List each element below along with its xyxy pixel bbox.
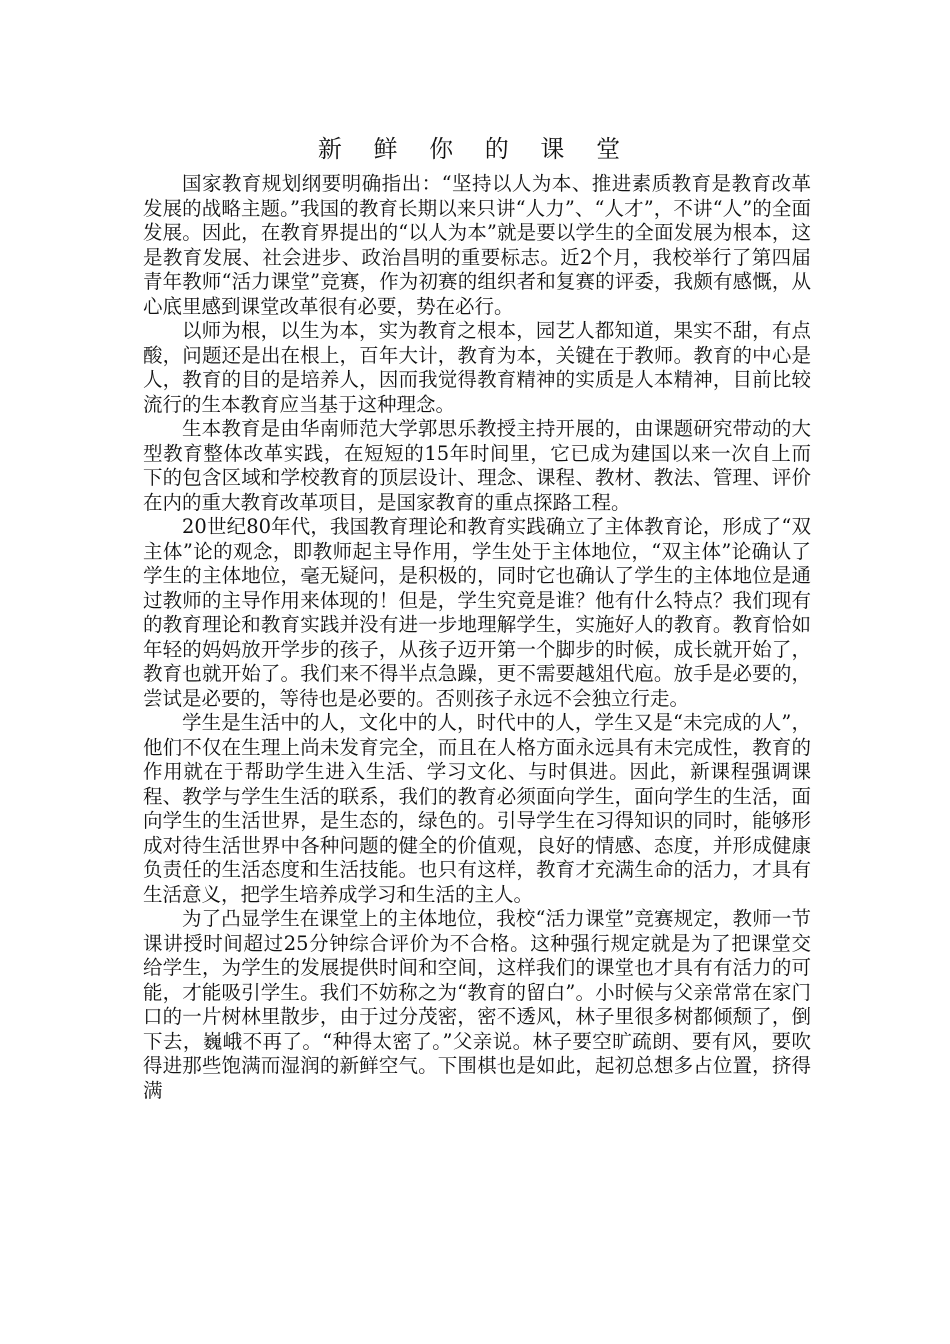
paragraph: 生本教育是由华南师范大学郭思乐教授主持开展的，由课题研究带动的大型教育整体改革实践，在短短的15年时间里，它已成为建国以来一次自上而下的包含区域和学校教育的顶层设计、理念、课程、教材、教法、管理、评价在内的重大教育改革项目，是国家教育的重点探路工程。 bbox=[143, 417, 811, 514]
paragraph: 学生是生活中的人，文化中的人，时代中的人，学生又是“未完成的人”，他们不仅在生理上尚未发育完全，而且在人格方面永远具有未完成性，教育的作用就在于帮助学生进入生活、学习文化、与时俱进。因此，新课程强调课程、教学与学生生活的联系，我们的教育必须面向学生，面向学生的生活，面向学生的生活世界，是生态的，绿色的。引导学生在习得知识的同时，能够形成对待生活世界中各种问题的健全的价值观，良好的情感、态度，并形成健康负责任的生活态度和生活技能。也只有这样，教育才充满生命的活力，才具有生活意义，把学生培养成学习和生活的主人。 bbox=[143, 711, 811, 906]
article-body bbox=[143, 172, 811, 1103]
paragraph: 20世纪80年代，我国教育理论和教育实践确立了主体教育论，形成了“双主体”论的观念，即教师起主导作用，学生处于主体地位，“双主体”论确认了学生的主体地位，毫无疑问，是积极的，同时它也确认了学生的主体地位是通过教师的主导作用来体现的！但是，学生究竟是谁？他有什么特点？我们现有的教育理论和教育实践并没有进一步地理解学生，实施好人的教育。教育恰如年轻的妈妈放开学步的孩子，从孩子迈开第一个脚步的时候，成长就开始了，教育也就开始了。我们来不得半点急躁，更不需要越俎代庖。放手是必要的，尝试是必要的，等待也是必要的。否则孩子永远不会独立行走。 bbox=[143, 515, 811, 710]
paragraph: 国家教育规划纲要明确指出：“坚持以人为本、推进素质教育是教育改革发展的战略主题。”我国的教育长期以来只讲“人力”、“人才”，不讲“人”的全面发展。因此，在教育界提出的“以人为本”就是要以学生的全面发展为根本，这是教育发展、社会进步、政治昌明的重要标志。近2个月，我校举行了第四届青年教师“活力课堂”竞赛，作为初赛的组织者和复赛的评委，我颇有感慨，从心底里感到课堂改革很有必要，势在必行。 bbox=[143, 172, 811, 318]
paragraph: 为了凸显学生在课堂上的主体地位，我校“活力课堂”竞赛规定，教师一节课讲授时间超过25分钟综合评价为不合格。这种强行规定就是为了把课堂交给学生，为学生的发展提供时间和空间，这样我们的课堂也才具有有活力的可能，才能吸引学生。我们不妨称之为“教育的留白”。小时候与父亲常常在家门口的一片树林里散步，由于过分茂密，密不透风，林子里很多树都倾颓了，倒下去，巍峨不再了。“种得太密了。”父亲说。林子要空旷疏朗、要有风，要吹得进那些饱满而湿润的新鲜空气。下围棋也是如此，起初总想多占位置，挤得满 bbox=[143, 907, 811, 1102]
page-title: 新 鲜 你 的 课 堂 bbox=[317, 135, 633, 163]
paragraph: 以师为根，以生为本，实为教育之根本，园艺人都知道，果实不甜，有点酸，问题还是出在根上，百年大计，教育为本，关键在于教师。教育的中心是人，教育的目的是培养人，因而我觉得教育精神的实质是人本精神，目前比较流行的生本教育应当基于这种理念。 bbox=[143, 319, 811, 416]
